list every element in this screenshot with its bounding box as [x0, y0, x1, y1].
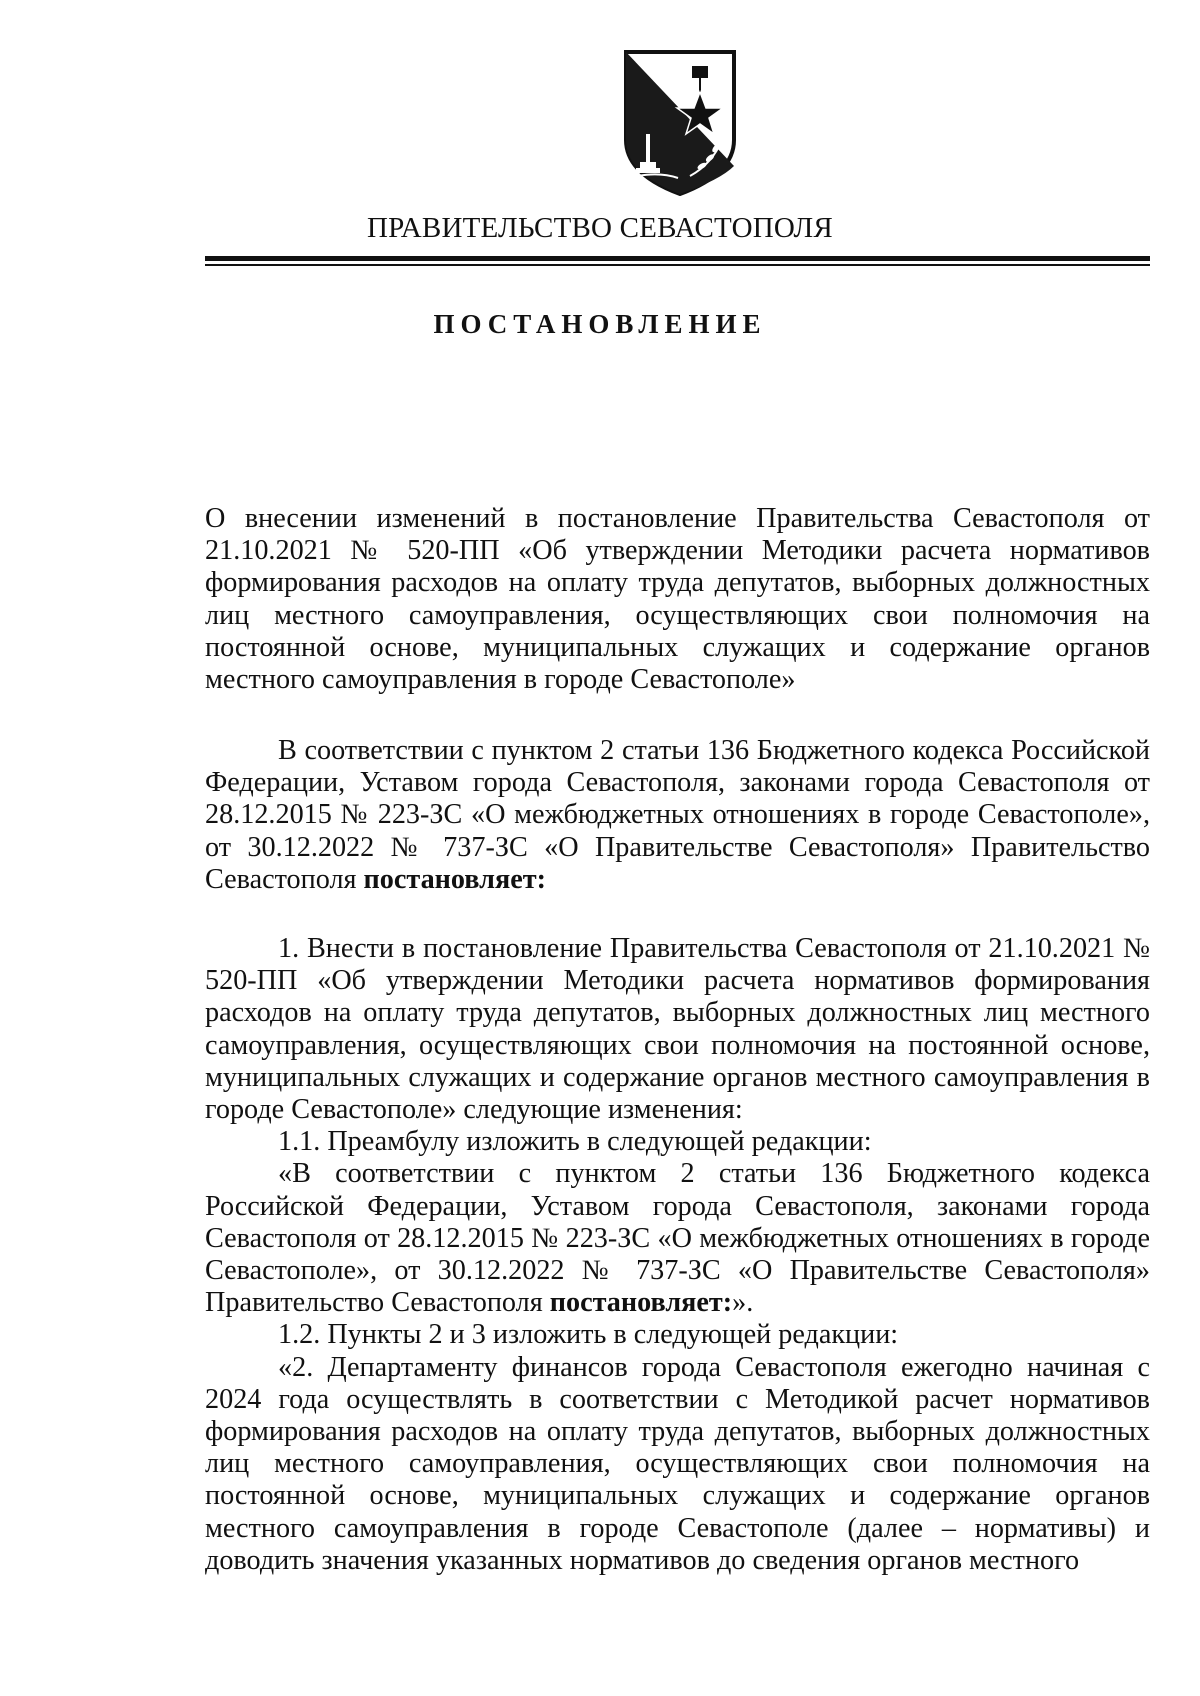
- document-type: ПОСТАНОВЛЕНИЕ: [433, 309, 767, 339]
- item-1-2: 1.2. Пункты 2 и 3 изложить в следующей редакции:: [278, 1319, 899, 1351]
- item-1: 1. Внести в постановление Правительства Севастополя от 21.10.2021 № 520-ПП «Об утверждении Методики расчета нормативов формирования расходов на оплату труда депутатов, выборных должностных лиц местного самоуправления, осуществляющих свои полномочия на постоянной основе, муниципальных служащих и содержание органов местного самоуправления в городе Севастополе» следующие изменения:: [205, 933, 1150, 1126]
- document-body: [205, 933, 1150, 1577]
- header-rule-thick: [205, 256, 1150, 261]
- preamble-text: В соответствии с пунктом 2 статьи 136 Бюджетного кодекса Российской Федерации, Уставом города Севастополя, законами города Севастополя от 28.12.2015 № 223-ЗС «О межбюджетных отношениях в городе Севастополе», от 30.12.2022 № 737-ЗС «О Правительстве Севастополя» Правительство Севастополя: [205, 735, 1150, 895]
- item-1-1-quote: [205, 1158, 1150, 1319]
- quote-text: «В соответствии с пунктом 2 статьи 136 Бюджетного кодекса Российской Федерации, Уставом города Севастополя, законами города Севастополя от 28.12.2015 № 223-ЗС «О межбюджетных отношениях в городе Севастополе», от 30.12.2022 № 737-ЗС «О Правительстве Севастополя» Правительство Севастополя: [205, 1158, 1150, 1319]
- preamble-decree: постановляет:: [363, 863, 546, 895]
- preamble-paragraph: [205, 735, 1150, 896]
- coat-of-arms-icon: [620, 48, 740, 196]
- document-title: [205, 503, 1150, 696]
- header-rule-thin: [205, 264, 1150, 266]
- item-1-1: 1.1. Преамбулу изложить в следующей редакции:: [278, 1126, 872, 1158]
- item-2-quote: «2. Департаменту финансов города Севастополя ежегодно начиная с 2024 года осуществлять в соответствии с Методикой расчет нормативов формирования расходов на оплату труда депутатов, выборных должностных лиц местного самоуправления, осуществляющих свои полномочия на постоянной основе, муниципальных служащих и содержание органов местного самоуправления в городе Севастополе (далее – нормативы) и доводить значения указанных нормативов до сведения органов местного: [205, 1351, 1150, 1576]
- organization-name: ПРАВИТЕЛЬСТВО СЕВАСТОПОЛЯ: [367, 212, 833, 244]
- quote-tail: ».: [732, 1287, 754, 1319]
- preamble: [205, 735, 1150, 896]
- quote-decree: постановляет:: [549, 1287, 733, 1319]
- title-text: О внесении изменений в постановление Правительства Севастополя от 21.10.2021 № 520-ПП «Об утверждении Методики расчета нормативов формирования расходов на оплату труда депутатов, выборных должностных лиц местного самоуправления, осуществляющих свои полномочия на постоянной основе, муниципальных служащих и содержание органов местного самоуправления в городе Севастополе»: [205, 503, 1150, 696]
